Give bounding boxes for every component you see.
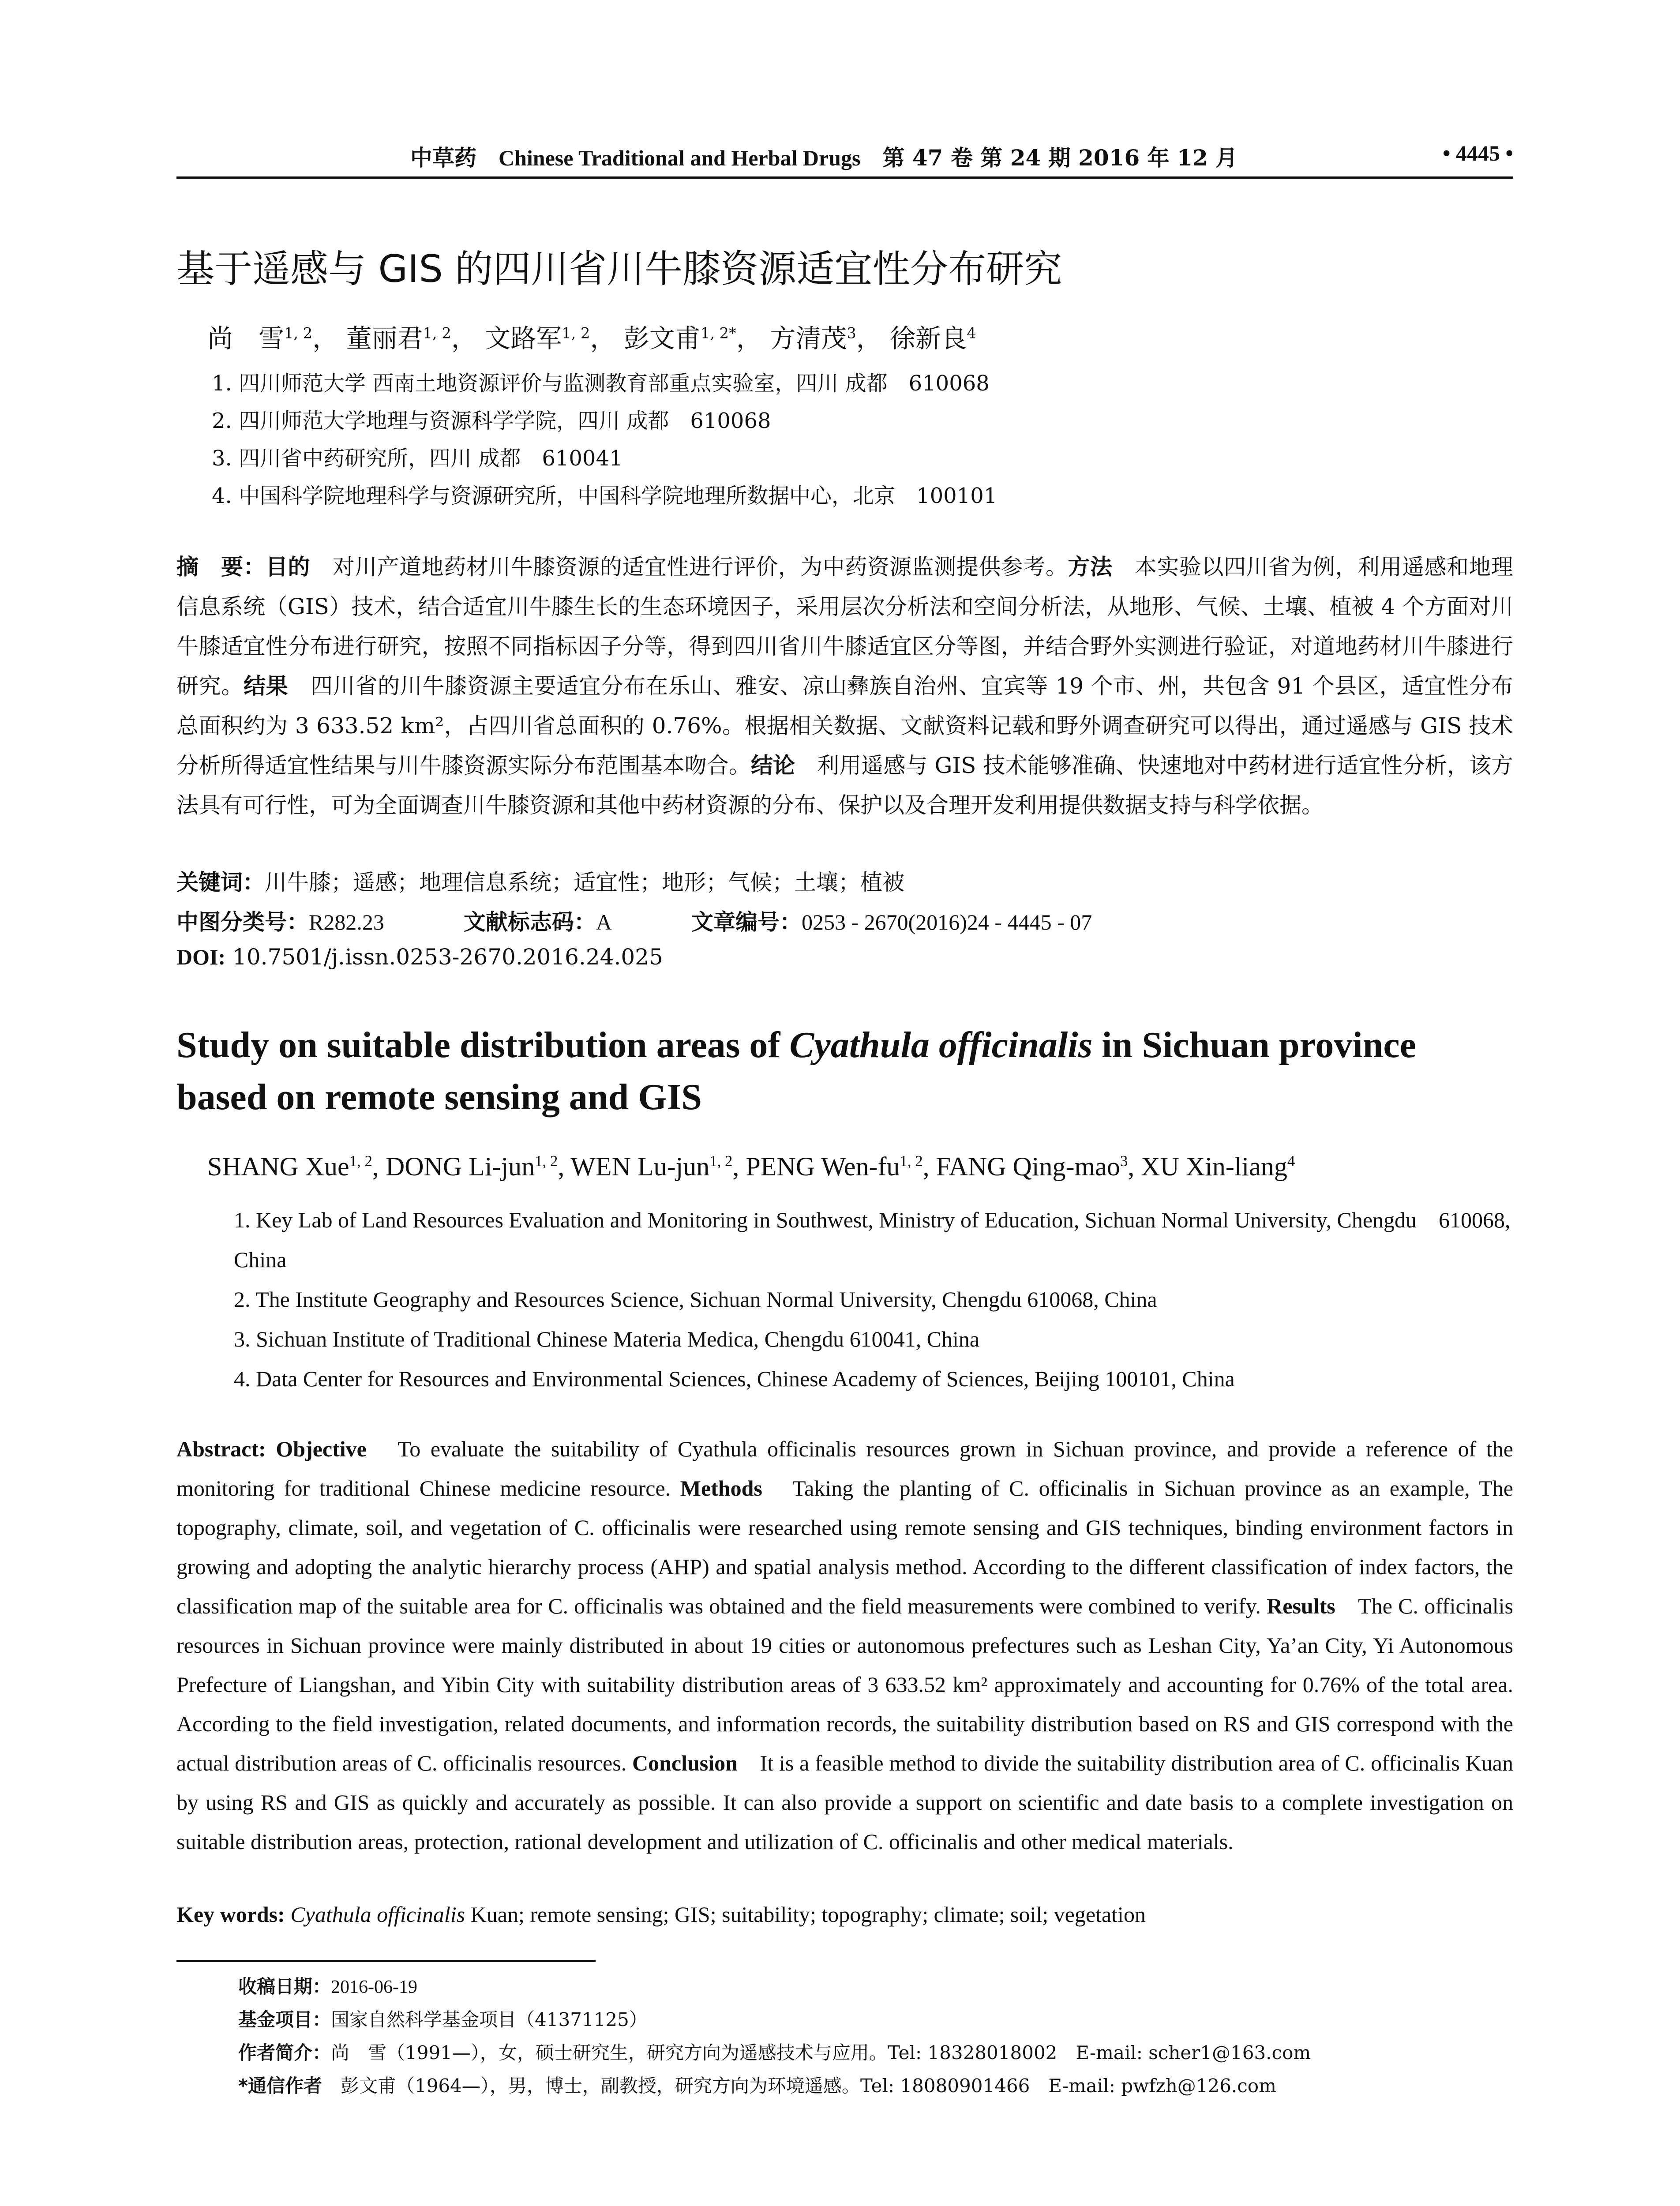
journal-line [410,140,1238,172]
chinese-title: 基于遥感与 GIS 的四川省川牛膝资源适宜性分布研究 [176,247,1062,291]
cn-affiliation-3: 3. 四川省中药研究所，四川 成都 610041 [212,446,623,471]
running-header [176,140,1513,176]
author-name: PENG Wen-fu [746,1152,900,1181]
keywords-label: Key words: [176,1902,285,1927]
english-keywords [176,1902,1146,1927]
author-affil: 1, 2 [900,1152,923,1170]
results-text: The C. officinalis resources in Sichuan province were mainly distributed in about 19 cities or autonomous prefectures such as Leshan City, Ya’an City, Yi Autonomous Prefecture of Liangshan, and Yibin City with suitability distribution areas of 3 633.52 km² approximately and accounting for 0.76% of the total area. According to the field investigation, related documents, and information records, the suitability distribution based on RS and GIS correspond with the actual distribution areas of C. officinalis resources. [176,1594,1513,1775]
author-name: 方清茂 [770,323,847,353]
en-affiliation-4: 4. Data Center for Resources and Environmental Sciences, Chinese Academy of Sciences, Beijing 100101, China [234,1366,1235,1391]
author-label: 作者简介： [238,2042,331,2063]
author-value: 尚 雪（1991—），女，硕士研究生，研究方向为遥感技术与应用。Tel: 18328018002 E-mail: scher1@163.com [331,2042,1311,2063]
articleno-value: 0253 - 2670(2016)24 - 4445 - 07 [801,910,1092,934]
title-part: in Sichuan province based on remote sensing and GIS [176,1024,1416,1118]
english-title [176,1019,1513,1123]
author-affil: 4 [1287,1152,1295,1170]
cn-affiliation-2: 2. 四川师范大学地理与资源科学学院，四川 成都 610068 [212,409,771,433]
journal-name-en: Chinese Traditional and Herbal Drugs [499,146,861,170]
articleno-label: 文章编号： [691,909,802,935]
page-number: • 4445 • [1442,141,1513,165]
received-label: 收稿日期： [238,1976,331,1997]
doi-value: 10.7501/j.issn.0253-2670.2016.24.025 [232,944,663,970]
methods-text: 本实验以四川省为例，利用遥感和地理信息系统（GIS）技术，结合适宜川牛膝生长的生态环境因子，采用层次分析法和空间分析法，从地形、气候、土壤、植被 4 个方面对川牛膝适宜性分布进行研究，按照不同指标因子分等，得到四川省川牛膝适宜区分等图，并结合野外实测进行验证，对道地药材川牛膝进行研究。 [176,554,1514,699]
chinese-authors: 尚 雪$^{1, 2}$， 董丽君$^{1, 2}$， 文路军$^{1, 2}$， 彭文甫$^{1, 2*}$， 方清茂$^3$， 徐新良$^4$ [207,323,976,353]
author-affil: 3 [847,324,856,342]
footnote-corresponding [238,2071,1276,2098]
title-species: Cyathula officinalis [789,1024,1093,1065]
keywords-label: 关键词： [176,870,265,895]
clc-label: 中图分类号： [176,909,309,935]
author-affil: 1, 2 [284,324,313,342]
author-name: 文路军 [485,323,562,353]
footnote-received [238,1972,417,1999]
results-text: 四川省的川牛膝资源主要适宜分布在乐山、雅安、凉山彝族自治州、宜宾等 19 个市、州，共包含 91 个县区，适宜性分布总面积约为 3 633.52 km²，占四川省总面积的 0.76%。根据相关数据、文献资料记载和野外调查研究可以得出，通过遥感与 GIS 技术分析所得适宜性结果与川牛膝资源实际分布范围基本吻合。 [176,673,1513,778]
footnote-author [238,2038,1311,2065]
english-authors: SHANG Xue$^{1, 2}$, DONG Li-jun$^{1, 2}$, WEN Lu-jun$^{1, 2}$, PENG Wen-fu$^{1, 2}$, FANG Qing-mao$^3$, XU Xin-liang$^4$ [207,1152,1295,1181]
doccode-value: A [596,910,612,934]
corr-label: *通信作者 [238,2075,322,2097]
author-affil: 1, 2 [535,1152,558,1170]
author-name: 彭文甫 [623,323,701,353]
conclusion-text: It is a feasible method to divide the suitability distribution area of C. officinalis Kuan by using RS and GIS as quickly and accurately as possible. It can also provide a support on scientific and date basis to a complete investigation on suitable distribution areas, protection, rational development and utilization of C. officinalis and other medical materials. [176,1751,1513,1854]
keywords-text: 川牛膝；遥感；地理信息系统；适宜性；地形；气候；土壤；植被 [265,870,904,895]
author-affil: 4 [967,324,976,342]
en-affiliation-1: 1. Key Lab of Land Resources Evaluation and Monitoring in Southwest, Ministry of Education, Sichuan Normal University, Chengdu 610068, China [234,1208,1511,1272]
results-label: 结果 [244,673,289,699]
conclusion-label: Conclusion [632,1751,738,1775]
methods-label: 方法 [1068,554,1113,580]
keywords-text: Kuan; remote sensing; GIS; suitability; topography; climate; soil; vegetation [465,1902,1146,1927]
objective-label: 目的 [266,554,311,580]
english-abstract [176,1429,1513,1861]
conclusion-label: 结论 [750,753,795,778]
abstract-label: Abstract: Objective [176,1437,367,1461]
author-affil: 1, 2 [709,1152,733,1170]
author-name: 尚 雪 [207,323,285,353]
chinese-abstract [176,547,1513,825]
cn-affiliation-1: 1. 四川师范大学 西南土地资源评价与监测教育部重点实验室，四川 成都 610068 [212,371,990,396]
results-label: Results [1267,1594,1335,1618]
issue-info: 第 47 卷 第 24 期 2016 年 12 月 [882,145,1238,171]
cn-affiliation-4: 4. 中国科学院地理科学与资源研究所，中国科学院地理所数据中心，北京 100101 [212,484,998,508]
conclusion-text: 利用遥感与 GIS 技术能够准确、快速地对中药材进行适宜性分析，该方法具有可行性，可为全面调查川牛膝资源和其他中药材资源的分布、保护以及合理开发利用提供数据支持与科学依据。 [176,753,1514,818]
header-rule [176,176,1513,179]
objective-text: 对川产道地药材川牛膝资源的适宜性进行评价，为中药资源监测提供参考。 [310,554,1068,580]
author-name: XU Xin-liang [1141,1152,1287,1181]
author-name: SHANG Xue [207,1152,349,1181]
classification-line [176,904,1092,936]
keywords-species: Cyathula officinalis [290,1902,465,1927]
doi-line [176,944,663,970]
author-name: FANG Qing-mao [936,1152,1120,1181]
author-affil: 1, 2 [562,324,590,342]
doi-label: DOI: [176,945,226,969]
chinese-keywords [176,865,904,897]
en-affiliation-3: 3. Sichuan Institute of Traditional Chinese Materia Medica, Chengdu 610041, China [234,1327,980,1351]
journal-name-cn: 中草药 [410,145,476,171]
en-affiliation-2: 2. The Institute Geography and Resources Science, Sichuan Normal University, Chengdu 610068, China [234,1287,1157,1312]
author-name: 董丽君 [346,323,423,353]
methods-text: Taking the planting of C. officinalis in Sichuan province as an example, The topography, climate, soil, and vegetation of C. officinalis were researched using remote sensing and GIS techniques, binding environment factors in growing and adopting the analytic hierarchy process (AHP) and spatial analysis method. According to the different classification of index factors, the classification map of the suitable area for C. officinalis was obtained and the field measurements were combined to verify. [176,1476,1513,1618]
corr-value: 彭文甫（1964—），男，博士，副教授，研究方向为环境遥感。Tel: 18080901466 E-mail: pwfzh@126.com [322,2075,1276,2097]
methods-label: Methods [680,1476,762,1501]
author-affil: 3 [1120,1152,1128,1170]
received-value: 2016-06-19 [331,1977,417,1997]
abstract-label: 摘 要： [176,554,266,580]
footnote-rule [176,1960,596,1962]
clc-value: R282.23 [309,910,384,934]
author-affil: 1, 2 [349,1152,372,1170]
author-affil: 1, 2* [700,324,736,342]
author-name: 徐新良 [890,323,967,353]
title-part: Study on suitable distribution areas of [176,1024,790,1065]
author-name: WEN Lu-jun [570,1152,710,1181]
footnote-fund [238,2005,648,2032]
fund-label: 基金项目： [238,2009,331,2030]
author-affil: 1, 2 [423,324,451,342]
doccode-label: 文献标志码： [463,909,596,935]
author-name: DONG Li-jun [385,1152,535,1181]
fund-value: 国家自然科学基金项目（41371125） [331,2009,648,2030]
objective-text: To evaluate the suitability of Cyathula officinalis resources grown in Sichuan province, and provide a reference of the monitoring for traditional Chinese medicine resource. [176,1437,1513,1501]
